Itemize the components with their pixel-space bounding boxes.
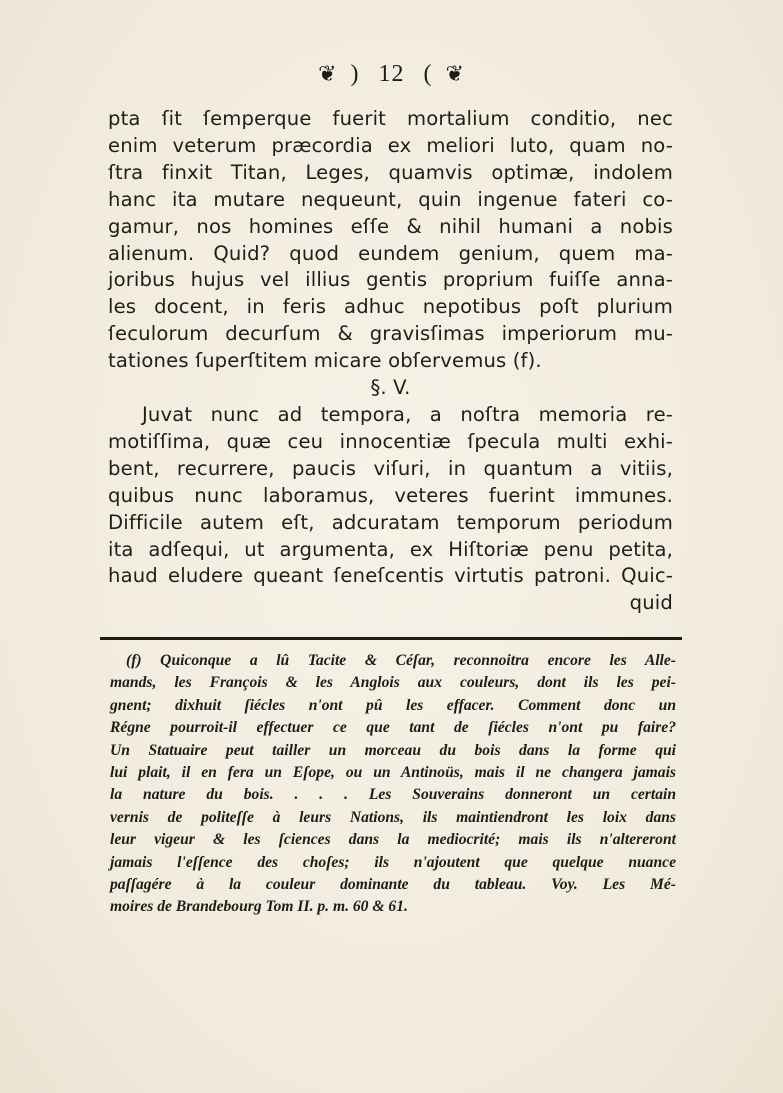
footnote-line: leur vigeur & les ſciences dans la mediocrité; mais ils n'altereront bbox=[110, 831, 676, 849]
left-ornament: ❦ bbox=[318, 61, 338, 87]
footnote-divider bbox=[100, 637, 682, 640]
page-number: 12 bbox=[378, 60, 405, 87]
footnote-line: moires de Brandebourg Tom II. p. m. 60 & 61. bbox=[110, 898, 408, 916]
text-line: hanc ita mutare nequeunt, quin ingenue fateri co- bbox=[108, 187, 673, 211]
text-line: joribus hujus vel illius gentis proprium fuiſſe anna- bbox=[108, 268, 673, 292]
footnote bbox=[110, 650, 676, 919]
footnote-line: vernis de politeſſe à leurs Nations, ils maintiendront les loix dans bbox=[110, 808, 676, 826]
section-heading: §. V. bbox=[370, 376, 411, 400]
footnote-line: paſſagére à la couleur dominante du tableau. Voy. Les Mé- bbox=[110, 876, 676, 894]
footnote-line: lui plait, il en fera un Eſope, ou un Antinoüs, mais il ne changera jamais bbox=[110, 764, 676, 782]
text-line: pta ſit ſemperque fuerit mortalium conditio, nec bbox=[108, 107, 673, 130]
text-line: ſtra finxit Titan, Leges, quamvis optimæ, indolem bbox=[108, 160, 673, 184]
text-line: Difficile autem eſt, adcuratam temporum periodum bbox=[108, 510, 673, 534]
text-line: bent, recurrere, paucis viſuri, in quantum a vitiis, bbox=[108, 456, 673, 480]
footnote-line: Régne pourroit-il effectuer ce que tant de ſiécles n'ont pu faire? bbox=[110, 719, 676, 737]
footnote-line: gnent; dixhuit ſiécles n'ont pû les effacer. Comment donc un bbox=[110, 696, 676, 714]
text-line: enim veterum præcordia ex meliori luto, quam no- bbox=[108, 133, 673, 157]
text-line: quibus nunc laboramus, veteres fuerint immunes. bbox=[108, 483, 673, 507]
footnote-line: mands, les François & les Anglois aux couleurs, dont ils les pei- bbox=[110, 674, 676, 692]
main-text bbox=[108, 106, 673, 617]
right-ornament: ❦ bbox=[445, 61, 465, 87]
text-line: alienum. Quid? quod eundem genium, quem ma- bbox=[108, 241, 673, 265]
text-line: Juvat nunc ad tempora, a noſtra memoria re- bbox=[142, 402, 673, 426]
right-bracket: ( bbox=[423, 60, 433, 87]
catchword: quid bbox=[629, 591, 673, 615]
text-line: ſeculorum decurſum & gravisſimas imperiorum mu- bbox=[108, 322, 673, 346]
running-header bbox=[0, 60, 783, 88]
text-line: ita adſequi, ut argumenta, ex Hiſtoriæ penu petita, bbox=[108, 537, 673, 561]
text-line: gamur, nos homines eſſe & nihil humani a nobis bbox=[108, 214, 673, 238]
text-line: haud eludere queant ſeneſcentis virtutis patroni. Quic- bbox=[108, 564, 673, 588]
text-line: tationes ſuperſtitem micare obſervemus (f). bbox=[108, 349, 542, 373]
text-line: motiſſima, quæ ceu innocentiæ ſpecula multi exhi- bbox=[108, 429, 673, 453]
footnote-line: la nature du bois. . . . Les Souverains donneront un certain bbox=[110, 786, 676, 804]
left-bracket: ) bbox=[350, 60, 360, 87]
footnote-line: jamais l'eſſence des choſes; ils n'ajoutent que quelque nuance bbox=[110, 853, 676, 871]
footnote-line: (f) Quiconque a lû Tacite & Céſar, reconnoitra encore les Alle- bbox=[126, 652, 676, 669]
footnote-line: Un Statuaire peut tailler un morceau du bois dans la forme qui bbox=[110, 741, 676, 759]
text-line: les docent, in feris adhuc nepotibus poſt plurium bbox=[108, 295, 673, 319]
